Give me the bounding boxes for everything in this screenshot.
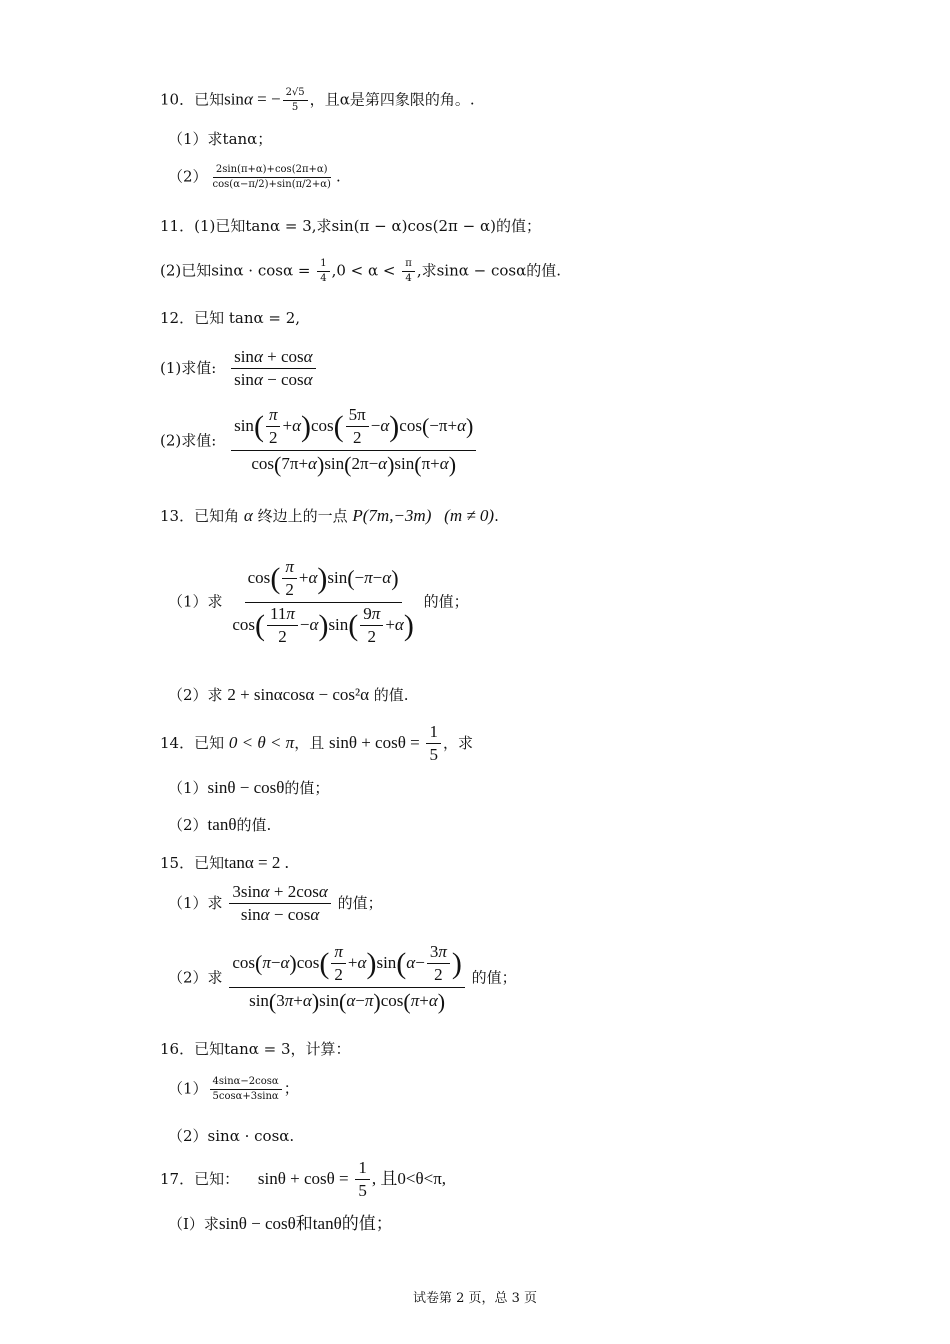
q17-stem: 17．已知： sinθ + cosθ = $\frac{1}{5}$ , 且0<θ<π, xyxy=(160,1158,447,1201)
q17-part1: （Ⅰ）求sinθ − cosθ和tanθ的值； xyxy=(168,1214,393,1233)
q14-part1: （1）sinθ − cosθ的值； xyxy=(168,778,330,797)
q15-part2-fraction: cos(π−α)cos( $\frac{\pi}{2}$ +α)sin(α− $\frac{3\pi}{2}$ ) sin(3π+α)sin(α−π)cos(π+α) xyxy=(229,942,465,1015)
q16-stem: 16．已知tanα = 3，计算： xyxy=(160,1040,351,1058)
q13-part1-fraction: cos( $\frac{\pi}{2}$ +α)sin(−π−α) cos( $\frac{11\pi}{2}$ −α)sin( $\frac{9\pi}{2}$ +α) xyxy=(232,557,414,647)
q16-part2: （2）sinα · cosα. xyxy=(168,1127,295,1145)
q14-stem: 14．已知 0 < θ < π，且 sinθ + cosθ = $\frac{1}{5}$ ，求 xyxy=(160,722,473,765)
q10-fraction: $\frac{2√5}{5}$ xyxy=(283,87,308,114)
q10-stem: 10．已知sinα = − $\frac{2√5}{5}$ ，且α是第四象限的角。. xyxy=(160,87,475,113)
q10-cond: ， xyxy=(309,90,325,109)
q11-stem: 11．(1)已知tanα = 3,求sin(π − α)cos(2π − α)的值； xyxy=(160,217,541,235)
q12-part1: (1)求值: $\frac{\sin\alpha + \cos\alpha}{\sin\alpha - \cos\alpha}$ xyxy=(160,347,318,391)
q15-stem: 15．已知tanα = 2 . xyxy=(160,853,289,872)
q16-part1: （1） $\frac{4\sin\alpha-2\cos\alpha}{5\cos\alpha+3\sin\alpha}$ ； xyxy=(168,1076,299,1102)
q10-part1: （1）求tanα； xyxy=(168,130,273,148)
q15-part2: （2）求 cos(π−α)cos( $\frac{\pi}{2}$ +α)sin(α− $\frac{3\pi}{2}$ ) sin(3π+α)sin(α−π)cos(π+α) 的值； xyxy=(168,942,517,1014)
q10-part2: （2） $\frac{2\sin(\pi+\alpha)+\cos(2\pi+\alpha)}{\cos(\alpha-\pi/2)+\sin(\pi/2+\alpha)}$ . xyxy=(168,164,341,190)
q10-expr: sinα = − xyxy=(224,89,281,109)
q15-part1: （1）求 $\frac{3\sin\alpha + 2\cos\alpha}{\sin\alpha - \cos\alpha}$ 的值； xyxy=(168,882,383,925)
q13-part2: （2）求 2 + sinαcosα − cos²α 的值. xyxy=(168,685,409,704)
q10-label: 10．已知 xyxy=(160,90,225,109)
q10-part2-fraction: $\frac{2\sin(\pi+\alpha)+\cos(2\pi+\alpha)}{\cos(\alpha-\pi/2)+\sin(\pi/2+\alpha)}$ xyxy=(212,164,331,190)
q14-part2: （2）tanθ的值. xyxy=(168,815,272,834)
q13-part1: （1）求 cos( $\frac{\pi}{2}$ +α)sin(−π−α) cos( $\frac{11\pi}{2}$ −α)sin( $\frac{9\pi}{2}$ +α) 的值； xyxy=(168,557,469,647)
q12-part1-fraction: $\frac{\sin\alpha + \cos\alpha}{\sin\alpha - \cos\alpha}$ xyxy=(231,347,315,391)
q11-part2: (2)已知sinα · cosα = $\frac{1}{4}$ ,0 < α < $\frac{\pi}{4}$ ,求sinα − cosα的值. xyxy=(160,258,561,284)
q16-part1-fraction: $\frac{4\sin\alpha-2\cos\alpha}{5\cos\alpha+3\sin\alpha}$ xyxy=(210,1076,282,1103)
q12-part2: (2)求值: sin( $\frac{\pi}{2}$ +α)cos( $\frac{5\pi}{2}$ −α)cos(−π+α) cos(7π+α)sin(2π−α)sin(π+α) xyxy=(160,405,478,478)
q13-stem: 13．已知角 α 终边上的一点 P(7m,−3m) (m ≠ 0). xyxy=(160,506,499,525)
page-footer: 试卷第 2 页，总 3 页 xyxy=(412,1291,538,1306)
q15-part1-fraction: $\frac{3\sin\alpha + 2\cos\alpha}{\sin\alpha - \cos\alpha}$ xyxy=(229,882,330,926)
q12-part2-fraction: sin( $\frac{\pi}{2}$ +α)cos( $\frac{5\pi}{2}$ −α)cos(−π+α) cos(7π+α)sin(2π−α)sin(π+α) xyxy=(231,405,476,478)
q12-stem: 12．已知 tanα = 2, xyxy=(160,309,301,327)
